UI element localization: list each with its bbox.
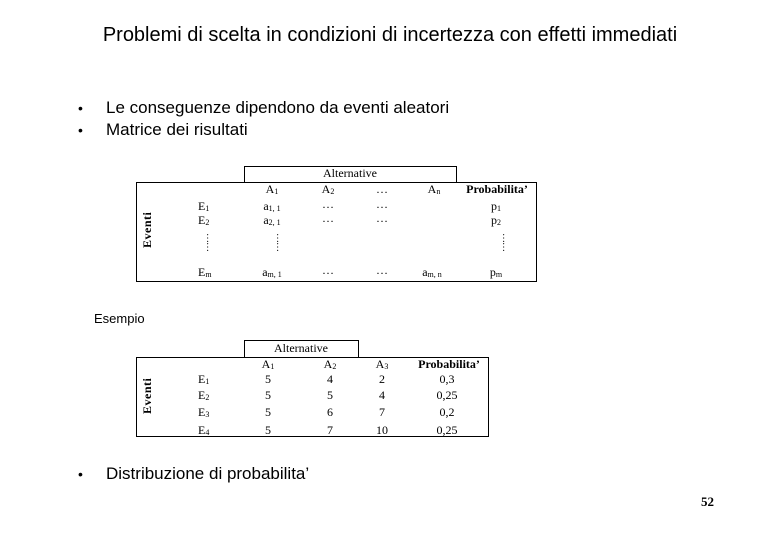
example-event-e2: $E_2$ <box>198 388 210 402</box>
vertical-ellipsis: …… <box>204 233 215 251</box>
col-probability: Probabilita’ <box>466 182 528 196</box>
col-a1: $A_1$ <box>265 182 279 196</box>
events-axis-label: Eventi <box>140 211 154 249</box>
page-number: 52 <box>701 494 714 509</box>
col-ellipsis: … <box>376 182 388 196</box>
example-prob: 0,3 <box>439 372 455 386</box>
col-a2: $A_2$ <box>321 182 335 196</box>
bullet-glyph: • <box>78 100 83 116</box>
cell-a21: $a_{2, 1}$ <box>263 213 281 227</box>
matrix-header-right-border <box>456 166 457 182</box>
prob-pm: $p_m$ <box>489 265 503 279</box>
example-cell: 5 <box>265 405 271 419</box>
prob-p1: $p_1$ <box>491 199 501 213</box>
col-an: $A_n$ <box>427 182 441 196</box>
example-cell: 2 <box>379 372 385 386</box>
event-e1: $E_1$ <box>198 199 210 213</box>
vertical-ellipsis: …… <box>500 233 511 251</box>
cell-ellipsis: … <box>322 197 334 211</box>
example-cell: 4 <box>379 388 385 402</box>
cell-ellipsis: … <box>322 211 334 225</box>
bullet-glyph: • <box>78 466 83 482</box>
example-col-a1: $A_1$ <box>261 357 275 371</box>
example-cell: 7 <box>379 405 385 419</box>
example-cell: 5 <box>265 388 271 402</box>
bullet-text-3: Distribuzione di probabilita’ <box>106 464 310 483</box>
example-label: Esempio <box>94 311 145 326</box>
example-prob: 0,2 <box>439 405 455 419</box>
cell-a11: $a_{1, 1}$ <box>263 199 281 213</box>
cell-ellipsis: … <box>376 211 388 225</box>
example-cell: 5 <box>265 423 271 437</box>
bullet-glyph: • <box>78 122 83 138</box>
example-cell: 5 <box>327 388 333 402</box>
example-event-e1: $E_1$ <box>198 372 210 386</box>
example-col-a3: $A_3$ <box>375 357 389 371</box>
cell-amn: $a_{m, n}$ <box>422 265 442 279</box>
example-prob: 0,25 <box>436 423 458 437</box>
example-cell: 10 <box>376 423 388 437</box>
cell-ellipsis: … <box>376 263 388 277</box>
example-alternatives-header: Alternative <box>274 341 328 355</box>
cell-ellipsis: … <box>376 197 388 211</box>
bullet-text-1: Le conseguenze dipendono da eventi aleatori <box>106 98 450 117</box>
example-header-right-border <box>358 340 359 357</box>
bullet-text-2: Matrice dei risultati <box>106 120 248 139</box>
example-left-border <box>136 357 137 437</box>
matrix-bottom-border <box>136 281 537 282</box>
matrix-right-border <box>536 182 537 282</box>
example-cell: 4 <box>327 372 333 386</box>
example-event-e3: $E_3$ <box>198 405 210 419</box>
prob-p2: $p_2$ <box>491 213 501 227</box>
example-cell: 6 <box>327 405 333 419</box>
page-title: Problemi di scelta in condizioni di incertezza con effetti immediati <box>102 24 678 46</box>
event-em: $E_m$ <box>198 265 212 279</box>
event-e2: $E_2$ <box>198 213 210 227</box>
example-col-a2: $A_2$ <box>323 357 337 371</box>
cell-am1: $a_{m, 1}$ <box>262 265 282 279</box>
vertical-ellipsis: …… <box>274 233 285 251</box>
cell-ellipsis: … <box>322 263 334 277</box>
matrix-alternatives-header: Alternative <box>323 166 377 180</box>
example-col-probability: Probabilita’ <box>418 357 480 371</box>
matrix-left-border <box>136 182 137 282</box>
example-cell: 7 <box>327 423 333 437</box>
example-cell: 5 <box>265 372 271 386</box>
example-event-e4: $E_4$ <box>198 423 210 437</box>
example-events-axis-label: Eventi <box>140 377 154 415</box>
example-right-border <box>488 357 489 437</box>
example-prob: 0,25 <box>436 388 458 402</box>
